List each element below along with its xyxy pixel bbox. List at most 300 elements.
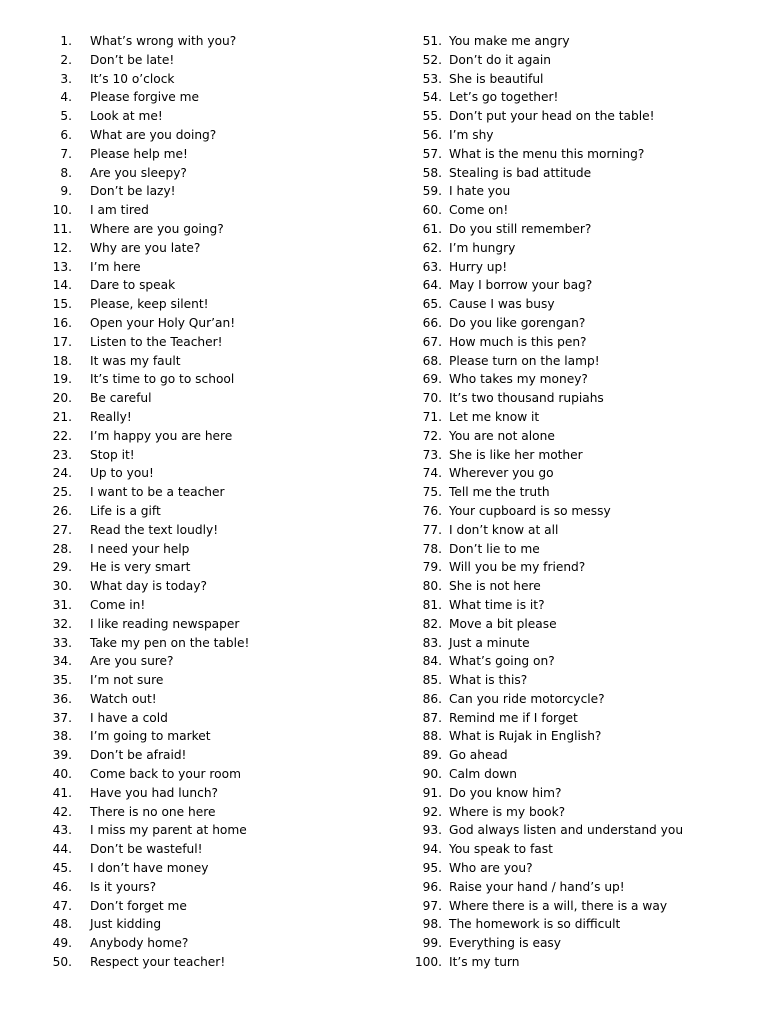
item-number: 72.	[422, 428, 442, 443]
item-number: 51.	[422, 34, 442, 48]
item-phrase: It’s time to go to school	[90, 372, 235, 387]
item-phrase: I’m not sure	[90, 673, 164, 688]
item-phrase: Be careful	[90, 391, 152, 406]
item-number: 35.	[52, 673, 72, 688]
item-number: 27.	[52, 522, 72, 537]
list-item	[400, 953, 760, 972]
item-number: 86.	[422, 691, 442, 706]
item-phrase: Listen to the Teacher!	[90, 334, 223, 349]
list-item	[400, 803, 760, 822]
list-item	[30, 709, 390, 728]
list-item	[30, 840, 390, 859]
list-item	[400, 370, 760, 389]
item-number: 81.	[422, 597, 442, 612]
item-phrase: I like reading newspaper	[90, 616, 240, 631]
list-item	[400, 70, 760, 89]
item-number: 50.	[52, 955, 72, 970]
item-number: 24.	[52, 466, 72, 481]
item-phrase: Let me know it	[449, 409, 540, 424]
item-phrase: It’s my turn	[449, 955, 520, 970]
list-item	[30, 953, 390, 972]
item-number: 100.	[414, 955, 442, 970]
list-item	[30, 897, 390, 916]
item-phrase: Remind me if I forget	[449, 710, 578, 725]
item-phrase: I don’t have money	[90, 861, 209, 876]
item-phrase: It was my fault	[90, 353, 181, 368]
item-phrase: It’s two thousand rupiahs	[449, 391, 604, 406]
list-item	[400, 427, 760, 446]
item-phrase: You are not alone	[449, 428, 555, 443]
item-number: 37.	[52, 710, 72, 725]
phrase-list-right-column	[400, 32, 760, 972]
item-number: 48.	[52, 917, 72, 932]
list-item	[30, 164, 390, 183]
list-item	[30, 32, 390, 51]
item-phrase: Look at me!	[90, 109, 163, 124]
item-phrase: What’s wrong with you?	[90, 34, 237, 48]
item-phrase: God always listen and understand you	[449, 823, 684, 838]
item-number: 88.	[422, 729, 442, 744]
item-number: 74.	[422, 466, 442, 481]
item-number: 21.	[52, 409, 72, 424]
item-number: 42.	[52, 804, 72, 819]
item-phrase: Raise your hand / hand’s up!	[449, 879, 625, 894]
item-number: 85.	[422, 673, 442, 688]
item-phrase: I’m hungry	[449, 240, 516, 255]
item-number: 28.	[52, 541, 72, 556]
list-item	[30, 915, 390, 934]
list-item	[30, 596, 390, 615]
item-phrase: Come back to your room	[90, 767, 241, 782]
item-number: 7.	[60, 146, 72, 161]
list-item	[400, 352, 760, 371]
item-phrase: Don’t be afraid!	[90, 748, 187, 763]
item-number: 38.	[52, 729, 72, 744]
item-number: 39.	[52, 748, 72, 763]
list-item	[400, 239, 760, 258]
item-number: 83.	[422, 635, 442, 650]
item-number: 26.	[52, 503, 72, 518]
item-phrase: I have a cold	[90, 710, 168, 725]
item-number: 41.	[52, 785, 72, 800]
item-phrase: Calm down	[449, 767, 517, 782]
list-item	[400, 652, 760, 671]
item-number: 13.	[52, 259, 72, 274]
list-item	[400, 258, 760, 277]
item-number: 95.	[422, 861, 442, 876]
item-phrase: I’m happy you are here	[90, 428, 233, 443]
item-phrase: I miss my parent at home	[90, 823, 247, 838]
list-item	[400, 182, 760, 201]
list-item	[30, 727, 390, 746]
item-number: 70.	[422, 391, 442, 406]
item-number: 93.	[422, 823, 442, 838]
item-phrase: Why are you late?	[90, 240, 201, 255]
item-number: 60.	[422, 203, 442, 218]
list-item	[30, 239, 390, 258]
list-item	[400, 32, 760, 51]
item-phrase: Read the text loudly!	[90, 522, 219, 537]
list-item	[30, 408, 390, 427]
item-phrase: Where is my book?	[449, 804, 566, 819]
item-phrase: She is like her mother	[449, 447, 583, 462]
list-item	[400, 540, 760, 559]
item-number: 54.	[422, 90, 442, 105]
item-phrase: Who are you?	[449, 861, 533, 876]
list-item	[400, 634, 760, 653]
item-phrase: Don’t be late!	[90, 52, 175, 67]
item-phrase: I hate you	[449, 184, 511, 199]
item-phrase: There is no one here	[90, 804, 216, 819]
item-number: 64.	[422, 278, 442, 293]
list-item	[30, 615, 390, 634]
item-phrase: Just a minute	[449, 635, 530, 650]
list-item	[30, 389, 390, 408]
list-item	[30, 652, 390, 671]
item-number: 59.	[422, 184, 442, 199]
item-phrase: You make me angry	[449, 34, 570, 48]
item-phrase: I don’t know at all	[449, 522, 559, 537]
item-phrase: Anybody home?	[90, 936, 189, 951]
item-number: 15.	[52, 297, 72, 312]
item-number: 43.	[52, 823, 72, 838]
list-item	[30, 690, 390, 709]
item-number: 98.	[422, 917, 442, 932]
item-phrase: I’m shy	[449, 127, 494, 142]
item-number: 32.	[52, 616, 72, 631]
item-number: 4.	[60, 90, 72, 105]
item-phrase: Move a bit please	[449, 616, 557, 631]
item-number: 92.	[422, 804, 442, 819]
item-phrase: What’s going on?	[449, 654, 555, 669]
list-item	[400, 577, 760, 596]
item-number: 8.	[60, 165, 72, 180]
list-item	[400, 765, 760, 784]
list-item	[30, 878, 390, 897]
item-phrase: Stealing is bad attitude	[449, 165, 592, 180]
item-phrase: May I borrow your bag?	[449, 278, 593, 293]
item-phrase: Really!	[90, 409, 132, 424]
item-phrase: Don’t lie to me	[449, 541, 540, 556]
list-item	[400, 51, 760, 70]
item-phrase: Dare to speak	[90, 278, 176, 293]
item-phrase: Who takes my money?	[449, 372, 588, 387]
item-number: 53.	[422, 71, 442, 86]
item-number: 77.	[422, 522, 442, 537]
list-item	[30, 634, 390, 653]
item-phrase: What is Rujak in English?	[449, 729, 602, 744]
item-phrase: He is very smart	[90, 560, 191, 575]
list-item	[30, 70, 390, 89]
list-item	[30, 934, 390, 953]
list-item	[30, 145, 390, 164]
item-number: 47.	[52, 898, 72, 913]
item-phrase: What are you doing?	[90, 127, 217, 142]
list-item	[400, 314, 760, 333]
item-number: 17.	[52, 334, 72, 349]
list-item	[400, 859, 760, 878]
list-item	[400, 690, 760, 709]
item-phrase: Do you know him?	[449, 785, 562, 800]
item-phrase: What is the menu this morning?	[449, 146, 645, 161]
item-number: 69.	[422, 372, 442, 387]
phrase-list-left-column	[30, 32, 390, 972]
item-phrase: Up to you!	[90, 466, 154, 481]
item-phrase: Please turn on the lamp!	[449, 353, 600, 368]
list-item	[400, 446, 760, 465]
item-phrase: She is beautiful	[449, 71, 544, 86]
list-item	[30, 427, 390, 446]
list-item	[30, 821, 390, 840]
item-number: 45.	[52, 861, 72, 876]
item-phrase: I’m going to market	[90, 729, 211, 744]
list-item	[400, 276, 760, 295]
list-item	[400, 464, 760, 483]
list-item	[30, 859, 390, 878]
list-item	[400, 840, 760, 859]
item-number: 49.	[52, 936, 72, 951]
item-phrase: Are you sure?	[90, 654, 174, 669]
item-number: 96.	[422, 879, 442, 894]
item-number: 67.	[422, 334, 442, 349]
item-number: 5.	[60, 109, 72, 124]
list-item	[30, 577, 390, 596]
item-phrase: Can you ride motorcycle?	[449, 691, 605, 706]
item-number: 33.	[52, 635, 72, 650]
list-item	[30, 182, 390, 201]
list-item	[400, 389, 760, 408]
item-number: 34.	[52, 654, 72, 669]
list-item	[400, 220, 760, 239]
item-number: 20.	[52, 391, 72, 406]
list-item	[30, 258, 390, 277]
list-item	[30, 295, 390, 314]
item-number: 40.	[52, 767, 72, 782]
item-number: 62.	[422, 240, 442, 255]
item-number: 87.	[422, 710, 442, 725]
item-phrase: Please help me!	[90, 146, 188, 161]
list-item	[30, 51, 390, 70]
list-item	[30, 558, 390, 577]
item-number: 25.	[52, 485, 72, 500]
item-phrase: I’m here	[90, 259, 141, 274]
list-item	[30, 784, 390, 803]
item-phrase: Go ahead	[449, 748, 508, 763]
item-phrase: Wherever you go	[449, 466, 554, 481]
item-number: 66.	[422, 315, 442, 330]
item-number: 12.	[52, 240, 72, 255]
list-item	[400, 821, 760, 840]
item-number: 68.	[422, 353, 442, 368]
list-item	[400, 934, 760, 953]
item-phrase: Come in!	[90, 597, 146, 612]
item-number: 94.	[422, 842, 442, 857]
item-phrase: Cause I was busy	[449, 297, 555, 312]
item-number: 61.	[422, 221, 442, 236]
item-phrase: I am tired	[90, 203, 149, 218]
item-phrase: What time is it?	[449, 597, 545, 612]
list-item	[400, 201, 760, 220]
item-number: 55.	[422, 109, 442, 124]
list-item	[30, 502, 390, 521]
item-number: 6.	[60, 127, 72, 142]
list-item	[400, 521, 760, 540]
item-number: 89.	[422, 748, 442, 763]
list-item	[30, 220, 390, 239]
item-number: 2.	[60, 52, 72, 67]
item-phrase: Let’s go together!	[449, 90, 559, 105]
item-phrase: Come on!	[449, 203, 509, 218]
item-phrase: Open your Holy Qur’an!	[90, 315, 236, 330]
item-phrase: Hurry up!	[449, 259, 508, 274]
item-phrase: Just kidding	[90, 917, 162, 932]
item-phrase: Take my pen on the table!	[90, 635, 250, 650]
item-number: 99.	[422, 936, 442, 951]
item-phrase: What day is today?	[90, 579, 207, 594]
list-item	[30, 314, 390, 333]
item-number: 84.	[422, 654, 442, 669]
item-phrase: Please, keep silent!	[90, 297, 209, 312]
item-number: 18.	[52, 353, 72, 368]
item-number: 73.	[422, 447, 442, 462]
list-item	[400, 671, 760, 690]
list-item	[30, 671, 390, 690]
item-number: 78.	[422, 541, 442, 556]
list-item	[400, 727, 760, 746]
list-item	[30, 540, 390, 559]
item-phrase: Your cupboard is so messy	[449, 503, 611, 518]
list-item	[30, 107, 390, 126]
item-phrase: Don’t be wasteful!	[90, 842, 203, 857]
item-number: 30.	[52, 579, 72, 594]
item-phrase: You speak to fast	[449, 842, 553, 857]
item-phrase: Everything is easy	[449, 936, 561, 951]
list-item	[400, 709, 760, 728]
list-item	[30, 464, 390, 483]
list-item	[30, 352, 390, 371]
item-number: 58.	[422, 165, 442, 180]
item-phrase: Life is a gift	[90, 503, 161, 518]
item-phrase: Do you like gorengan?	[449, 315, 586, 330]
list-item	[30, 746, 390, 765]
list-item	[400, 295, 760, 314]
item-phrase: She is not here	[449, 579, 541, 594]
list-item	[30, 201, 390, 220]
list-item	[400, 333, 760, 352]
item-number: 16.	[52, 315, 72, 330]
list-item	[400, 878, 760, 897]
list-item	[30, 88, 390, 107]
item-number: 1.	[60, 34, 72, 48]
list-item	[400, 126, 760, 145]
list-item	[400, 408, 760, 427]
item-phrase: Don’t do it again	[449, 52, 551, 67]
list-item	[400, 107, 760, 126]
item-number: 63.	[422, 259, 442, 274]
item-number: 76.	[422, 503, 442, 518]
item-number: 91.	[422, 785, 442, 800]
item-phrase: Tell me the truth	[449, 485, 550, 500]
item-phrase: Stop it!	[90, 447, 135, 462]
item-phrase: Is it yours?	[90, 879, 157, 894]
item-number: 46.	[52, 879, 72, 894]
list-item	[30, 483, 390, 502]
item-number: 97.	[422, 898, 442, 913]
item-phrase: Do you still remember?	[449, 221, 592, 236]
list-item	[400, 596, 760, 615]
list-item	[400, 558, 760, 577]
item-number: 14.	[52, 278, 72, 293]
item-number: 75.	[422, 485, 442, 500]
item-phrase: It’s 10 o’clock	[90, 71, 175, 86]
item-phrase: Don’t be lazy!	[90, 184, 176, 199]
list-item	[30, 446, 390, 465]
item-phrase: Respect your teacher!	[90, 955, 226, 970]
item-phrase: The homework is so difficult	[449, 917, 621, 932]
item-number: 71.	[422, 409, 442, 424]
item-number: 3.	[60, 71, 72, 86]
list-item	[400, 502, 760, 521]
item-number: 82.	[422, 616, 442, 631]
list-item	[400, 615, 760, 634]
list-item	[30, 126, 390, 145]
item-number: 10.	[52, 203, 72, 218]
item-number: 11.	[52, 221, 72, 236]
item-number: 90.	[422, 767, 442, 782]
item-phrase: Watch out!	[90, 691, 157, 706]
item-number: 56.	[422, 127, 442, 142]
item-number: 65.	[422, 297, 442, 312]
item-phrase: Don’t put your head on the table!	[449, 109, 655, 124]
item-phrase: Will you be my friend?	[449, 560, 586, 575]
item-phrase: Are you sleepy?	[90, 165, 187, 180]
list-item	[400, 746, 760, 765]
item-number: 57.	[422, 146, 442, 161]
item-number: 19.	[52, 372, 72, 387]
list-item	[30, 521, 390, 540]
item-phrase: Have you had lunch?	[90, 785, 219, 800]
item-phrase: Please forgive me	[90, 90, 200, 105]
list-item	[400, 164, 760, 183]
item-number: 29.	[52, 560, 72, 575]
item-number: 31.	[52, 597, 72, 612]
item-number: 80.	[422, 579, 442, 594]
item-phrase: What is this?	[449, 673, 528, 688]
item-phrase: Don’t forget me	[90, 898, 187, 913]
item-phrase: I want to be a teacher	[90, 485, 225, 500]
list-item	[400, 88, 760, 107]
list-item	[30, 370, 390, 389]
item-number: 36.	[52, 691, 72, 706]
item-number: 52.	[422, 52, 442, 67]
list-item	[400, 897, 760, 916]
list-item	[400, 915, 760, 934]
list-item	[30, 333, 390, 352]
item-phrase: Where are you going?	[90, 221, 224, 236]
item-phrase: Where there is a will, there is a way	[449, 898, 668, 913]
list-item	[30, 765, 390, 784]
item-phrase: I need your help	[90, 541, 190, 556]
item-number: 9.	[60, 184, 72, 199]
item-number: 23.	[52, 447, 72, 462]
item-phrase: How much is this pen?	[449, 334, 587, 349]
list-item	[400, 145, 760, 164]
item-number: 44.	[52, 842, 72, 857]
item-number: 22.	[52, 428, 72, 443]
list-item	[400, 784, 760, 803]
list-item	[400, 483, 760, 502]
list-item	[30, 276, 390, 295]
